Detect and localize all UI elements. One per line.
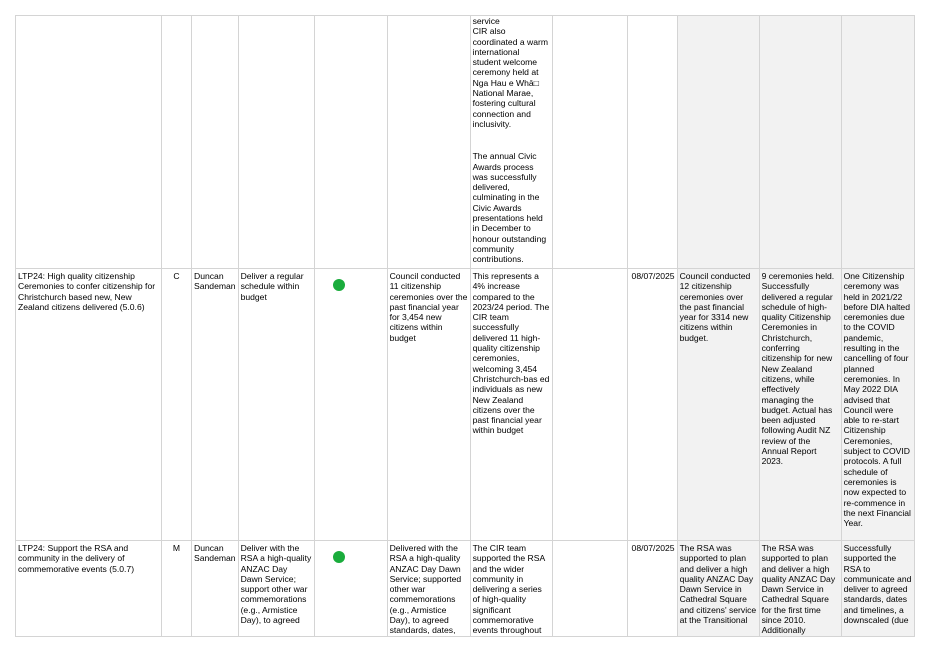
status-cell — [314, 16, 387, 269]
status-cell — [314, 269, 387, 541]
table-row-continued — [16, 16, 915, 269]
measure-cell: LTP24: High quality citizenship Ceremonies to confer citizenship for Christchurch based new, New Zealand citizens delivered (5.0.6) — [16, 269, 162, 541]
owner-cell: Duncan Sandeman — [192, 269, 239, 541]
status-indicator-icon — [333, 279, 345, 291]
result-cell: Council conducted 11 citizenship ceremonies over the past financial year for 3,454 new citizens within budget — [387, 269, 470, 541]
blank-cell — [552, 16, 627, 269]
commentary-paragraph-1: service CIR also coordinated a warm international student welcome ceremony held at Nga Hau e Whā□ National Marae, fostering cultural connection and inclusivity. — [472, 16, 549, 129]
status-cell — [314, 541, 387, 637]
prev-year-1-cell — [677, 16, 759, 269]
prev-year-1-cell: The RSA was supported to plan and deliver a high quality ANZAC Day Dawn Service in Cathedral Square and citizens' service at the Transitional — [677, 541, 759, 637]
date-cell: 08/07/2025 — [627, 541, 677, 637]
target-cell: Deliver a regular schedule within budget — [238, 269, 314, 541]
target-cell — [238, 16, 314, 269]
blank-cell — [552, 541, 627, 637]
grade-cell — [162, 16, 192, 269]
result-cell — [387, 16, 470, 269]
result-cell: Delivered with the RSA a high-quality ANZAC Day Dawn Service; supported other war commemorations (e.g., Armistice Day), to agreed standards, dates, — [387, 541, 470, 637]
measure-cell — [16, 16, 162, 269]
date-cell — [627, 16, 677, 269]
commentary-cell — [470, 16, 552, 269]
prev-year-3-cell: Successfully supported the RSA to communicate and deliver to agreed standards, dates and timelines, a downscaled (due — [841, 541, 914, 637]
prev-year-2-cell: 9 ceremonies held. Successfully delivered a regular schedule of high-quality Citizenship Ceremonies in Christchurch, conferring citizenship for new New Zealand citizens, while effectively managing the budget. Actual has been adjusted following Audit NZ review of the Annual Report 2023. — [759, 269, 841, 541]
owner-cell — [192, 16, 239, 269]
target-cell: Deliver with the RSA a high-quality ANZAC Day Dawn Service; support other war commemorations (e.g., Armistice Day), to agreed — [238, 541, 314, 637]
grade-cell: C — [162, 269, 192, 541]
date-cell: 08/07/2025 — [627, 269, 677, 541]
table-row — [16, 541, 915, 637]
commentary-cell: The CIR team supported the RSA and the wider community in delivering a series of high-quality significant commemorative events throughout — [470, 541, 552, 637]
commentary-paragraph-2: The annual Civic Awards process was successfully delivered, culminating in the Civic Awards presentations held in December to honour outstanding community contributions. — [472, 151, 547, 265]
measure-cell: LTP24: Support the RSA and community in the delivery of commemorative events (5.0.7) — [16, 541, 162, 637]
performance-measures-table — [15, 15, 915, 637]
grade-cell: M — [162, 541, 192, 637]
prev-year-1-cell: Council conducted 12 citizenship ceremonies over the past financial year for 3314 new citizens within budget. — [677, 269, 759, 541]
status-indicator-icon — [333, 551, 345, 563]
prev-year-3-cell: One Citizenship ceremony was held in 2021/22 before DIA halted ceremonies due to the COVID pandemic, resulting in the cancelling of four planned ceremonies. In May 2022 DIA advised that Council were able to re-start Citizenship Ceremonies, subject to COVID protocols. A full schedule of ceremonies is now expected to re-commence in the next Financial Year. — [841, 269, 914, 541]
blank-cell — [552, 269, 627, 541]
prev-year-2-cell: The RSA was supported to plan and deliver a high quality ANZAC Day Dawn Service in Cathedral Square for the first time since 2010. Additionally — [759, 541, 841, 637]
prev-year-2-cell — [759, 16, 841, 269]
table-row — [16, 269, 915, 541]
commentary-cell: This represents a 4% increase compared to the 2023/24 period. The CIR team successfully delivered 11 high-quality citizenship ceremonies, welcoming 3,454 Christchurch-bas ed individuals as new New Zealand citizens over the past financial year within budget — [470, 269, 552, 541]
owner-cell: Duncan Sandeman — [192, 541, 239, 637]
prev-year-3-cell — [841, 16, 914, 269]
